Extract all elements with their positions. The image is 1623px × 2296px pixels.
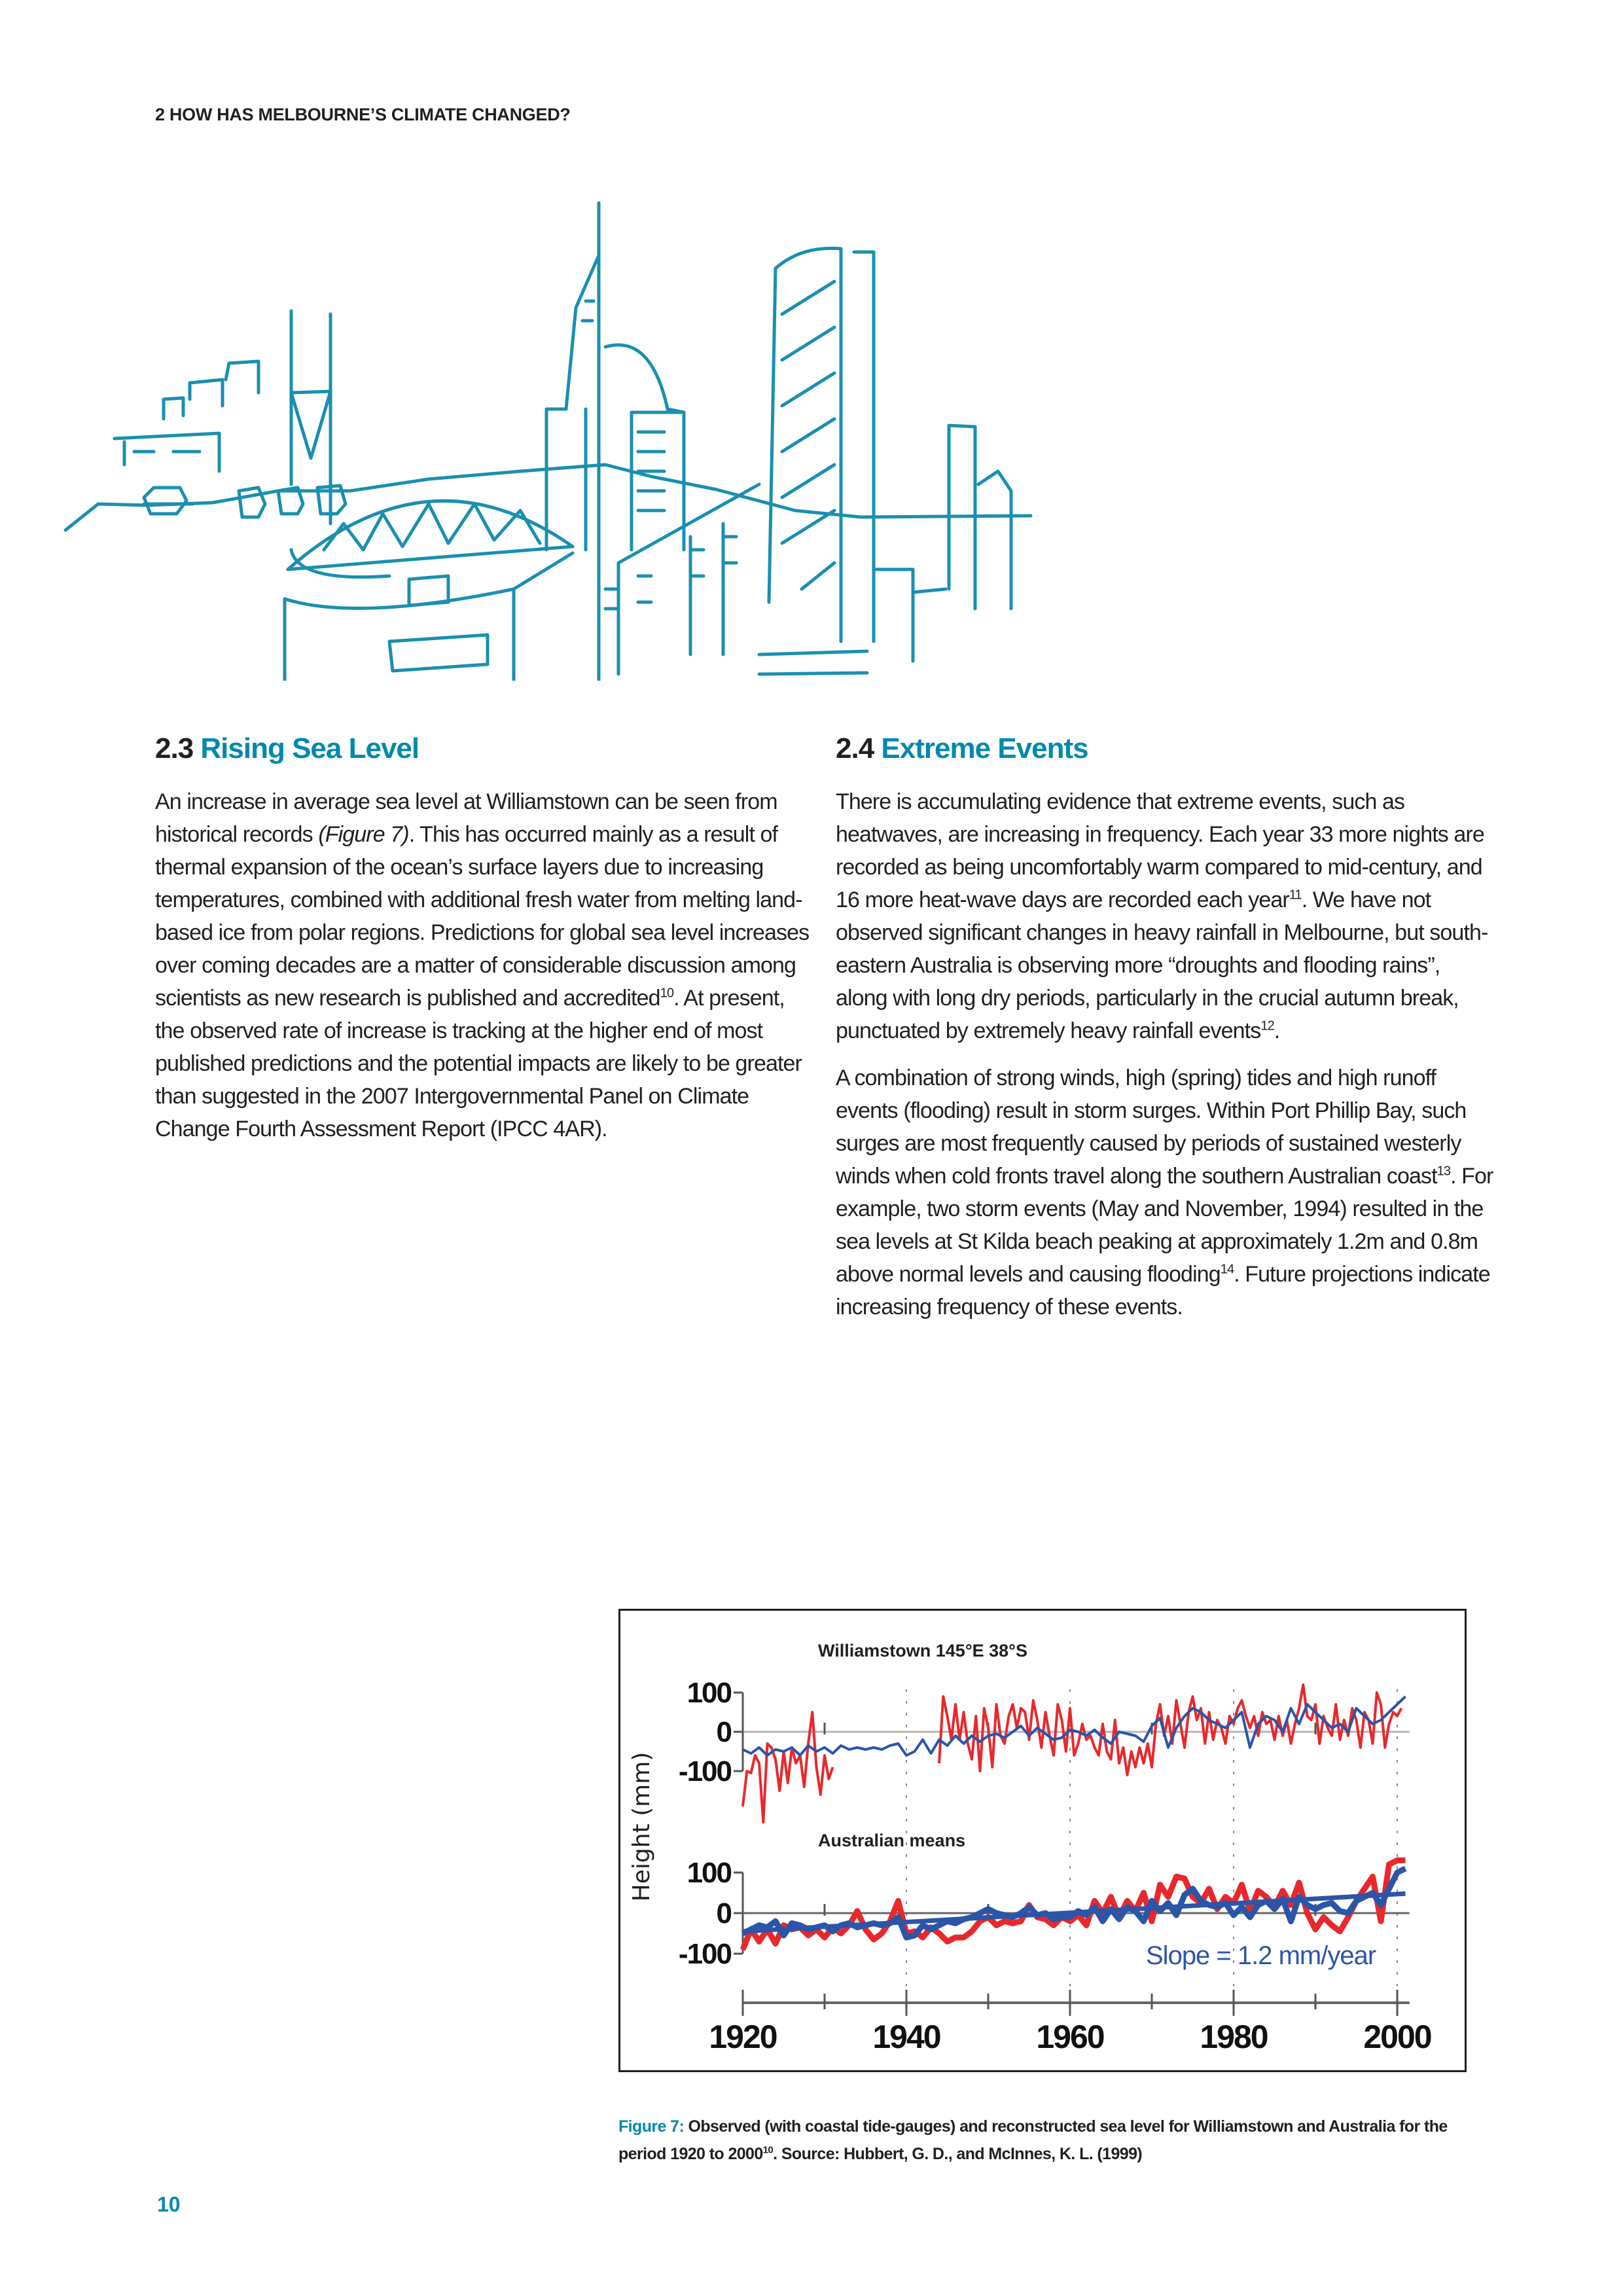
y-tick-label: -100 <box>678 1938 731 1970</box>
y-tick-label: 0 <box>716 1897 731 1929</box>
footnote-reference[interactable]: 10 <box>762 2144 774 2156</box>
footnote-reference[interactable]: 10 <box>660 986 674 1001</box>
sea-level-chart-plot <box>620 1611 1469 2074</box>
figure-7-sea-level-chart <box>618 1609 1467 2072</box>
text-run: . At present, the observed rate of increase is tracking at the higher end of most published predictions and the potential impacts are likely to be greater than suggested in the 2007 Intergovernmental Panel on Climate Change Fourth Assessment Report (IPCC 4AR). <box>155 986 802 1141</box>
x-tick-label: 1960 <box>1036 2018 1104 2055</box>
paragraph <box>836 785 1497 1047</box>
x-tick-label: 2000 <box>1363 2018 1431 2055</box>
y-tick-label: 100 <box>687 1677 731 1709</box>
text-run: . For example, two storm events (May and November, 1994) resulted in the sea levels at St Kilda beach peaking at approximately 1.2m and 0.8m above normal levels and causing flooding <box>836 1164 1493 1287</box>
text-run: . <box>1274 1018 1280 1043</box>
footnote-reference[interactable]: 12 <box>1260 1018 1274 1033</box>
caption-text: Observed (with coastal tide-gauges) and reconstructed sea level for Williamstown and Australia for the period 1920 to 2000 <box>618 2117 1448 2163</box>
x-tick-label: 1980 <box>1200 2018 1268 2055</box>
section-title: Rising Sea Level <box>200 732 419 764</box>
page-number: 10 <box>157 2193 181 2216</box>
text-run: There is accumulating evidence that extreme events, such as heatwaves, are increasing in frequency. Each year 33 more nights are recorded as being uncomfortably warm compared to mid-century, and 16 more heat-wave days are recorded each year <box>836 789 1484 912</box>
section-number: 2.3 <box>155 732 194 764</box>
running-head: 2 HOW HAS MELBOURNE’S CLIMATE CHANGED? <box>155 105 571 124</box>
paragraph <box>836 1062 1497 1323</box>
figure-caption <box>618 2113 1482 2168</box>
figure-label: Figure 7: <box>618 2117 685 2136</box>
text-run: . We have not observed significant changes in heavy rainfall in Melbourne, but south-eastern Australia is observing more “droughts and flooding rains”, along with long dry periods, particularly in the crucial autumn break, punctuated by extremely heavy rainfall events <box>836 888 1488 1043</box>
section-title: Extreme Events <box>881 732 1088 764</box>
section-rising-sea-level <box>155 732 810 1160</box>
text-run: . Future projections indicate increasing frequency of these events. <box>836 1262 1490 1319</box>
slope-annotation: Slope = 1.2 mm/year <box>1146 1941 1376 1970</box>
footnote-reference[interactable]: 11 <box>1289 888 1302 903</box>
section-extreme-events <box>836 732 1497 1338</box>
y-axis-label: Height (mm) <box>628 1751 655 1902</box>
figure-reference-link[interactable]: (Figure 7) <box>318 822 409 847</box>
panel-title: Australian means <box>818 1831 966 1850</box>
x-tick-label: 1940 <box>872 2018 940 2055</box>
y-tick-label: -100 <box>678 1755 731 1787</box>
footnote-reference[interactable]: 14 <box>1220 1262 1234 1277</box>
section-heading-2-3 <box>155 732 810 766</box>
panel-title: Williamstown 145°E 38°S <box>818 1641 1027 1660</box>
section-number: 2.4 <box>836 732 874 764</box>
y-tick-label: 0 <box>716 1716 731 1748</box>
x-tick-label: 1920 <box>709 2018 777 2055</box>
williamstown-series-line <box>743 1685 1401 1822</box>
text-run: An increase in average sea level at Williamstown can be seen from historical records <box>155 789 777 847</box>
melbourne-skyline-sketch-illustration <box>62 183 1135 681</box>
text-run: . This has occurred mainly as a result of thermal expansion of the ocean’s surface layers due to increasing temperatures, combined with additional fresh water from melting land-based ice from polar regions. Predictions for global sea level increases over coming decades are a matter of considerable discussion among scientists as new research is published and accredited <box>155 822 810 1011</box>
y-tick-label: 100 <box>687 1857 731 1889</box>
section-heading-2-4 <box>836 732 1497 766</box>
caption-text: . Source: Hubbert, G. D., and McInnes, K. L. (1999) <box>773 2145 1143 2163</box>
footnote-reference[interactable]: 13 <box>1436 1164 1451 1179</box>
paragraph <box>155 785 810 1145</box>
text-run: A combination of strong winds, high (spring) tides and high runoff events (flooding) result in storm surges. Within Port Phillip Bay, such surges are most frequently caused by periods of sustained westerly winds when cold fronts travel along the southern Australian coast <box>836 1066 1467 1189</box>
